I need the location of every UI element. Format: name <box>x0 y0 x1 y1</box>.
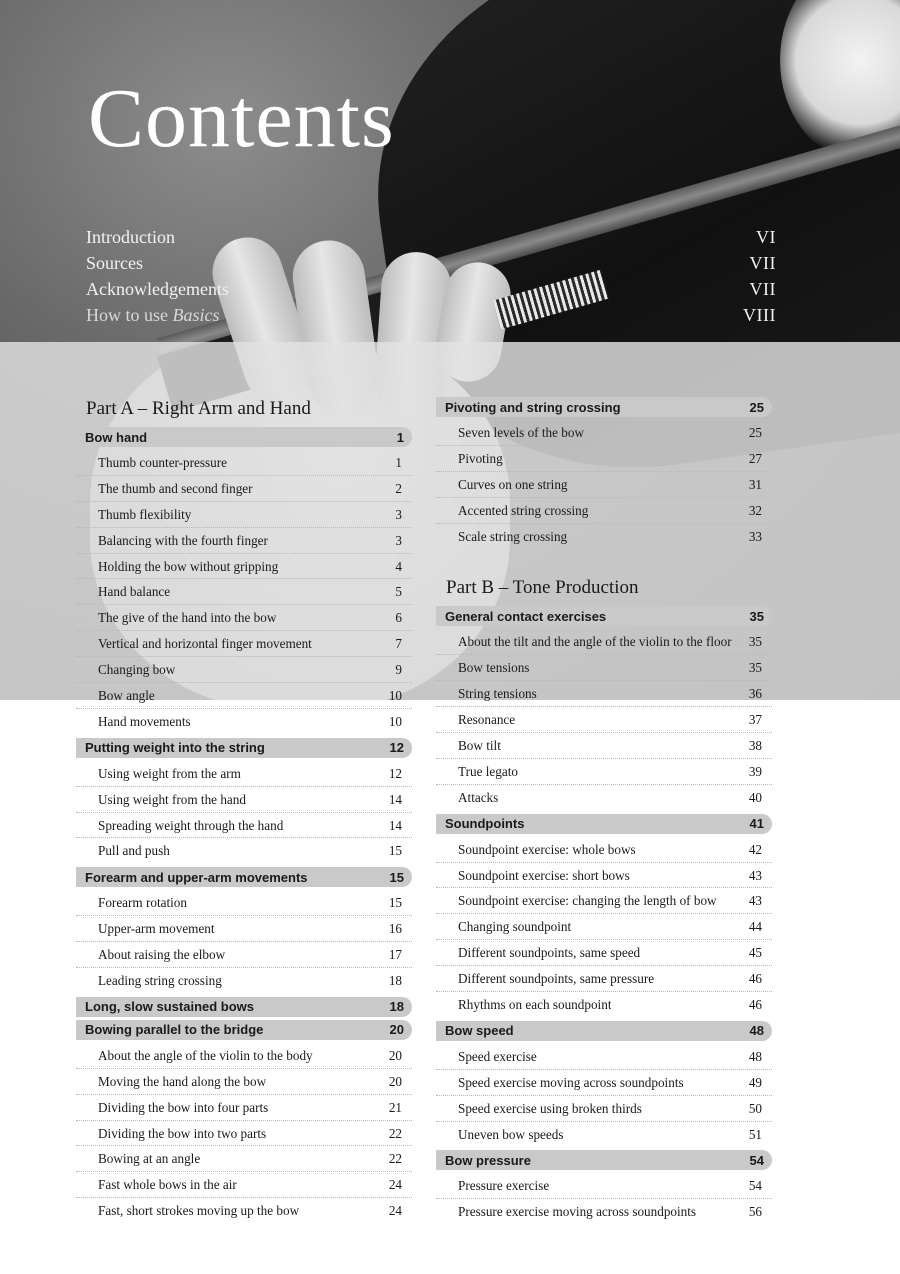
section-header[interactable] <box>436 814 772 834</box>
toc-entry[interactable] <box>76 631 412 657</box>
toc-entry-label: Resonance <box>458 712 516 728</box>
section-header[interactable] <box>436 1021 772 1041</box>
toc-entry[interactable] <box>76 942 412 968</box>
intro-item[interactable] <box>86 224 776 250</box>
toc-entry-label: Balancing with the fourth finger <box>98 532 268 548</box>
intro-item[interactable] <box>86 250 776 276</box>
toc-entry-page: 54 <box>748 1178 762 1194</box>
toc-entry-label: Holding the bow without gripping <box>98 558 279 574</box>
toc-entry-page: 51 <box>748 1126 762 1142</box>
toc-entry[interactable] <box>436 446 772 472</box>
section-title: Putting weight into the string <box>85 740 265 756</box>
section-header[interactable] <box>76 867 412 887</box>
section-page: 54 <box>749 1152 764 1168</box>
toc-entry-page: 6 <box>395 610 402 626</box>
toc-entry[interactable] <box>76 813 412 839</box>
toc-entry-label: Spreading weight through the hand <box>98 817 284 833</box>
toc-entry[interactable] <box>436 733 772 759</box>
toc-entry-label: Pressure exercise <box>458 1178 550 1194</box>
toc-entry-page: 33 <box>748 528 762 544</box>
toc-entry-label: Pressure exercise moving across soundpoints <box>458 1204 697 1220</box>
section-title: Bow speed <box>445 1023 514 1039</box>
toc-entry-label: Changing bow <box>98 662 176 678</box>
section-page: 20 <box>389 1022 404 1038</box>
toc-sections <box>436 606 772 1225</box>
intro-list <box>86 224 776 328</box>
toc-entry-page: 17 <box>388 947 402 963</box>
toc-entry-label: The give of the hand into the bow <box>98 610 277 626</box>
toc-entry-label: Thumb counter-pressure <box>98 455 228 470</box>
toc-entry[interactable] <box>436 629 772 655</box>
toc-entry[interactable] <box>76 1095 412 1121</box>
toc-entry-page: 3 <box>395 506 402 522</box>
toc-entry[interactable] <box>436 863 772 889</box>
toc-entry-page: 49 <box>748 1074 762 1090</box>
section-header[interactable] <box>436 1150 772 1170</box>
toc-entry[interactable] <box>76 1043 412 1069</box>
toc-entry[interactable] <box>436 785 772 811</box>
toc-entry-label: Dividing the bow into two parts <box>98 1125 267 1141</box>
section-header[interactable] <box>76 427 412 447</box>
toc-entry-page: 12 <box>388 765 402 781</box>
section-title: Pivoting and string crossing <box>445 399 621 415</box>
section-header[interactable] <box>76 997 412 1017</box>
toc-entry[interactable] <box>436 1199 772 1225</box>
toc-entry-label: Speed exercise using broken thirds <box>458 1100 642 1116</box>
toc-entry-page: 39 <box>748 763 762 779</box>
toc-entry-label: The thumb and second finger <box>98 480 253 496</box>
toc-entry-label: Different soundpoints, same speed <box>458 945 641 961</box>
section-title: Bow pressure <box>445 1152 531 1168</box>
toc-entry-label: Bowing at an angle <box>98 1151 201 1167</box>
toc-entry[interactable] <box>76 1146 412 1172</box>
toc-entry[interactable] <box>76 579 412 605</box>
toc-entry-page: 10 <box>388 713 402 729</box>
toc-entry-page: 27 <box>748 450 762 466</box>
toc-entry[interactable] <box>76 838 412 864</box>
toc-column-right <box>436 394 772 1225</box>
toc-entry[interactable] <box>76 450 412 476</box>
toc-entry[interactable] <box>76 787 412 813</box>
toc-entry-page: 22 <box>388 1125 402 1141</box>
toc-entry-page: 18 <box>388 973 402 989</box>
toc-entry-label: Bow angle <box>98 688 155 704</box>
intro-item-label: How to use Basics <box>86 305 220 325</box>
toc-entry-page: 10 <box>388 688 402 704</box>
toc-entry[interactable] <box>436 1122 772 1148</box>
toc-entry[interactable] <box>436 940 772 966</box>
section-page: 25 <box>749 399 764 415</box>
intro-item-label: Sources <box>86 253 143 273</box>
intro-item-label: Acknowledgements <box>86 279 229 299</box>
toc-entry-page: 20 <box>388 1047 402 1063</box>
toc-entry[interactable] <box>436 759 772 785</box>
toc-entry[interactable] <box>76 657 412 683</box>
toc-entry-label: About the angle of the violin to the body <box>98 1047 313 1063</box>
toc-entry-page: 42 <box>748 841 762 857</box>
part-title: Part A – Right Arm and Hand <box>86 398 311 419</box>
toc-entry-label: Bow tilt <box>458 738 501 754</box>
toc-entry-label: Scale string crossing <box>458 528 568 544</box>
toc-entry-page: 25 <box>748 425 762 440</box>
toc-entry-label: Curves on one string <box>458 476 568 492</box>
toc-entry-label: Forearm rotation <box>98 895 187 911</box>
toc-entry-page: 36 <box>748 686 762 702</box>
toc-entry-label: Rhythms on each soundpoint <box>458 997 612 1013</box>
toc-entry-label: Soundpoint exercise: short bows <box>458 867 630 883</box>
toc-entry-page: 46 <box>748 997 762 1013</box>
toc-entry[interactable] <box>436 655 772 681</box>
toc-entry[interactable] <box>76 1172 412 1198</box>
toc-entry-page: 45 <box>748 945 762 961</box>
toc-entry-label: Soundpoint exercise: whole bows <box>458 841 636 857</box>
toc-entry-label: Speed exercise moving across soundpoints <box>458 1074 684 1090</box>
toc-entry-page: 2 <box>395 480 402 496</box>
intro-item-page: VII <box>749 279 776 299</box>
section-page: 15 <box>389 869 404 885</box>
toc-entry-page: 56 <box>748 1204 762 1220</box>
toc-entry-label: Moving the hand along the bow <box>98 1073 267 1089</box>
toc-entry[interactable] <box>436 524 772 550</box>
toc-entry-label: Seven levels of the bow <box>458 425 584 440</box>
toc-entry[interactable] <box>76 709 412 735</box>
toc-entry-label: Uneven bow speeds <box>458 1126 564 1142</box>
section-header[interactable] <box>76 1020 412 1040</box>
section-title: Bow hand <box>85 429 148 445</box>
toc-entry[interactable] <box>436 837 772 863</box>
toc-entry-page: 38 <box>748 738 762 754</box>
toc-column-left <box>76 394 412 1224</box>
section-title: Bowing parallel to the bridge <box>85 1022 264 1038</box>
toc-entry-page: 14 <box>388 791 402 807</box>
toc-entry-page: 16 <box>388 921 402 937</box>
section-header[interactable] <box>436 606 772 626</box>
toc-entry-label: Different soundpoints, same pressure <box>458 971 655 987</box>
intro-item-page: VII <box>749 253 776 273</box>
toc-entry[interactable] <box>436 966 772 992</box>
toc-entry-page: 50 <box>748 1100 762 1116</box>
toc-entry[interactable] <box>436 1173 772 1199</box>
toc-entry-page: 3 <box>395 532 402 548</box>
toc-entry[interactable] <box>76 761 412 787</box>
toc-entry[interactable] <box>76 916 412 942</box>
toc-entry[interactable] <box>436 1044 772 1070</box>
toc-entry-label: Upper-arm movement <box>98 921 215 937</box>
toc-entry[interactable] <box>76 528 412 554</box>
toc-entry[interactable] <box>76 1198 412 1224</box>
toc-entry-page: 37 <box>748 712 762 728</box>
toc-entry-label: True legato <box>458 763 518 779</box>
toc-entry[interactable] <box>76 683 412 709</box>
toc-entry[interactable] <box>76 605 412 631</box>
toc-entry[interactable] <box>76 968 412 994</box>
section-title: Soundpoints <box>445 816 525 832</box>
intro-item-page: VIII <box>743 305 776 325</box>
toc-entry[interactable] <box>436 1096 772 1122</box>
toc-entry-page: 44 <box>748 919 762 935</box>
toc-entry-label: Accented string crossing <box>458 502 589 518</box>
toc-entry-label: Changing soundpoint <box>458 919 572 935</box>
toc-entry-label: Dividing the bow into four parts <box>98 1099 269 1115</box>
intro-item[interactable] <box>86 276 776 302</box>
toc-entry-page: 20 <box>388 1073 402 1089</box>
intro-item-label: Introduction <box>86 227 175 247</box>
toc-entry-label: Pull and push <box>98 843 170 859</box>
toc-entry[interactable] <box>436 498 772 524</box>
toc-entry[interactable] <box>76 1121 412 1147</box>
toc-entry-label: About raising the elbow <box>98 947 226 963</box>
toc-entry[interactable] <box>76 890 412 916</box>
intro-item[interactable] <box>86 302 776 328</box>
section-page: 18 <box>389 999 404 1015</box>
toc-sections <box>76 427 412 1224</box>
toc-entry-page: 43 <box>748 893 762 909</box>
toc-entry-page: 15 <box>388 843 402 859</box>
toc-entry-page: 1 <box>395 455 402 470</box>
toc-entry-label: Hand movements <box>98 713 191 729</box>
section-header[interactable] <box>436 397 772 417</box>
page-title: Contents <box>88 72 395 165</box>
toc-entry-label: Bow tensions <box>458 660 530 676</box>
toc-entry-label: Leading string crossing <box>98 973 222 989</box>
toc-entry-page: 40 <box>748 789 762 805</box>
toc-entry-page: 43 <box>748 867 762 883</box>
toc-entry-page: 22 <box>388 1151 402 1167</box>
toc-sections <box>436 397 772 549</box>
toc-entry-page: 14 <box>388 817 402 833</box>
toc-entry-page: 35 <box>748 634 762 650</box>
toc-entry[interactable] <box>436 707 772 733</box>
toc-entry[interactable] <box>436 992 772 1018</box>
toc-entry-page: 5 <box>395 584 402 600</box>
section-page: 48 <box>749 1023 764 1039</box>
toc-entry-page: 32 <box>748 502 762 518</box>
toc-entry-page: 4 <box>395 558 402 574</box>
toc-entry-label: Using weight from the arm <box>98 765 241 781</box>
toc-entry-label: Hand balance <box>98 584 171 600</box>
toc-entry-page: 9 <box>395 662 402 678</box>
toc-entry-label: Fast, short strokes moving up the bow <box>98 1203 300 1219</box>
toc-entry-page: 46 <box>748 971 762 987</box>
section-title: General contact exercises <box>445 608 607 624</box>
section-page: 12 <box>389 740 404 756</box>
toc-entry-label: About the tilt and the angle of the violin to the floor <box>458 634 732 650</box>
part-title: Part B – Tone Production <box>446 577 639 599</box>
toc-entry-label: Vertical and horizontal finger movement <box>98 636 312 652</box>
toc-entry[interactable] <box>436 888 772 914</box>
toc-entry-page: 24 <box>388 1203 402 1219</box>
toc-entry-label: Soundpoint exercise: changing the length of bow <box>458 893 717 909</box>
toc-entry-label: Using weight from the hand <box>98 791 246 807</box>
toc-entry-label: String tensions <box>458 686 537 702</box>
toc-entry-page: 15 <box>388 895 402 911</box>
toc-entry-label: Speed exercise <box>458 1048 537 1064</box>
toc-entry[interactable] <box>436 914 772 940</box>
toc-entry-label: Attacks <box>458 789 499 805</box>
toc-entry-label: Fast whole bows in the air <box>98 1177 237 1193</box>
section-title: Forearm and upper-arm movements <box>85 869 308 885</box>
section-page: 41 <box>749 816 764 832</box>
toc-entry[interactable] <box>436 472 772 498</box>
section-title: Long, slow sustained bows <box>85 999 255 1015</box>
toc-entry-label: Thumb flexibility <box>98 506 192 522</box>
toc-entry-page: 31 <box>748 476 762 492</box>
toc-entry-page: 48 <box>748 1048 762 1064</box>
toc-entry[interactable] <box>76 1069 412 1095</box>
toc-entry[interactable] <box>436 420 772 446</box>
toc-entry-page: 7 <box>395 636 402 652</box>
intro-item-page: VI <box>756 227 776 247</box>
toc-entry-page: 21 <box>388 1099 402 1115</box>
toc-entry[interactable] <box>436 1070 772 1096</box>
section-page: 1 <box>396 429 404 445</box>
toc-entry[interactable] <box>76 554 412 580</box>
toc-entry[interactable] <box>436 681 772 707</box>
toc-entry[interactable] <box>76 502 412 528</box>
toc-entry[interactable] <box>76 476 412 502</box>
toc-entry-page: 24 <box>388 1177 402 1193</box>
section-header[interactable] <box>76 738 412 758</box>
toc-entry-label: Pivoting <box>458 450 503 466</box>
toc-entry-page: 35 <box>748 660 762 676</box>
section-page: 35 <box>749 608 764 624</box>
